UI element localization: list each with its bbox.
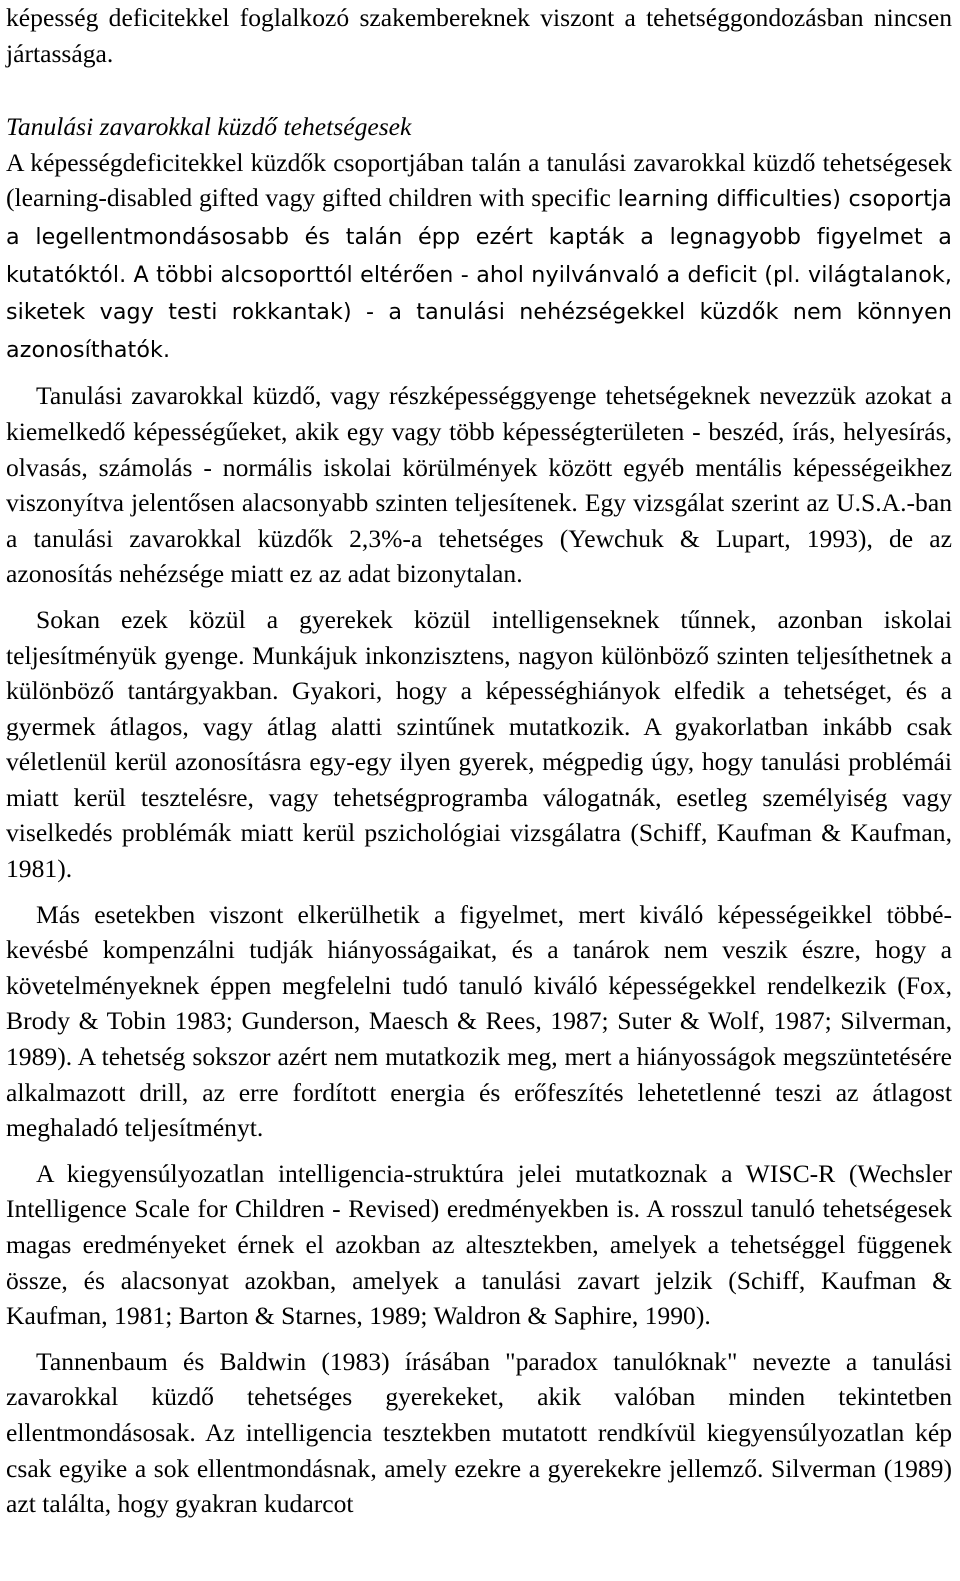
intro-serif-text: A képességdeficitekkel küzdők csoportjában talán a tanulási zavarokkal küzdő tehetségesek (learning-disabled gifted vagy gifted children with specific bbox=[6, 147, 952, 213]
body-paragraph: Sokan ezek közül a gyerekek közül intelligenseknek tűnnek, azonban iskolai teljesítményük gyenge. Munkájuk inkonzisztens, nagyon különböző szinten teljesíthetnek a különböző tantárgyakban. Gyakori, hogy a képességhiányok elfedik a tehetséget, és a gyermek átlagos, vagy átlag alatti szintűnek mutatkozik. A gyakorlatban inkább csak véletlenül kerül azonosításra egy-egy ilyen gyerek, mégpedig úgy, hogy tanulási problémái miatt kerül tesztelésre, vagy tehetségprogramba válogatnák, esetleg személyiség vagy viselkedés problémák miatt kerül pszichológiai vizsgálatra (Schiff, Kaufman & Kaufman, 1981). bbox=[6, 604, 952, 884]
body-paragraph: A kiegyensúlyozatlan intelligencia-struktúra jelei mutatkoznak a WISC-R (Wechsler Intelligence Scale for Children - Revised) eredményekben is. A rosszul tanuló tehetségesek magas eredményeket érnek el azokban az altesztekben, amelyek a tehetséggel függenek össze, és alacsonyat azokban, amelyek a tanulási zavart jelzik (Schiff, Kaufman & Kaufman, 1981; Barton & Starnes, 1989; Waldron & Saphire, 1990). bbox=[6, 1158, 952, 1331]
section-heading: Tanulási zavarokkal küzdő tehetségesek bbox=[6, 112, 412, 142]
body-paragraph: Tannenbaum és Baldwin (1983) írásában "paradox tanulóknak" nevezte a tanulási zavarokkal küzdő tehetséges gyerekeket, akik valóban minden tekintetben ellentmondásosak. Az intelligencia tesztekben mutatott rendkívül kiegyensúlyozatlan kép csak egyike a sok ellentmondásnak, amely ezekre a gyerekekre jellemző. Silverman (1989) azt találta, hogy gyakran kudarcot bbox=[6, 1346, 952, 1519]
continuation-paragraph: képesség deficitekkel foglalkozó szakembereknek viszont a tehetséggondozásban nincsen jártassága. bbox=[6, 3, 952, 68]
intro-sans-text: learning difficulties) csoportja a legellentmondásosabb és talán épp ezért kapták a legnagyobb figyelmet a kutatóktól. A többi alcsoporttól eltérően - ahol nyilvánvaló a deficit (pl. világtalanok, siketek vagy testi rokkantak) - a tanulási nehézségekkel küzdők nem könnyen azonosíthatók. bbox=[6, 186, 952, 363]
intro-paragraph bbox=[6, 145, 952, 369]
body-paragraph: Más esetekben viszont elkerülhetik a figyelmet, mert kiváló képességeikkel többé-kevésbé kompenzálni tudják hiányosságaikat, és a tanárok nem veszik észre, hogy a követelményeknek éppen megfelelni tudó tanuló kiváló képességekkel rendelkezik (Fox, Brody & Tobin 1983; Gunderson, Maesch & Rees, 1987; Suter & Wolf, 1987; Silverman, 1989). A tehetség sokszor azért nem mutatkozik meg, mert a hiányosságok megszüntetésére alkalmazott drill, az erre fordított energia és erőfeszítés lehetetlenné teszi az átlagost meghaladó teljesítményt. bbox=[6, 899, 952, 1143]
body-paragraph: Tanulási zavarokkal küzdő, vagy részképességgyenge tehetségeknek nevezzük azokat a kiemelkedő képességűeket, akik egy vagy több képességterületen - beszéd, írás, helyesírás, olvasás, számolás - normális iskolai körülmények között egyéb mentális képességeikhez viszonyítva jelentősen alacsonyabb szinten teljesítenek. Egy vizsgálat szerint az U.S.A.-ban a tanulási zavarokkal küzdők 2,3%-a tehetséges (Yewchuk & Lupart, 1993), de az azonosítás nehézsége miatt ez az adat bizonytalan. bbox=[6, 381, 952, 589]
